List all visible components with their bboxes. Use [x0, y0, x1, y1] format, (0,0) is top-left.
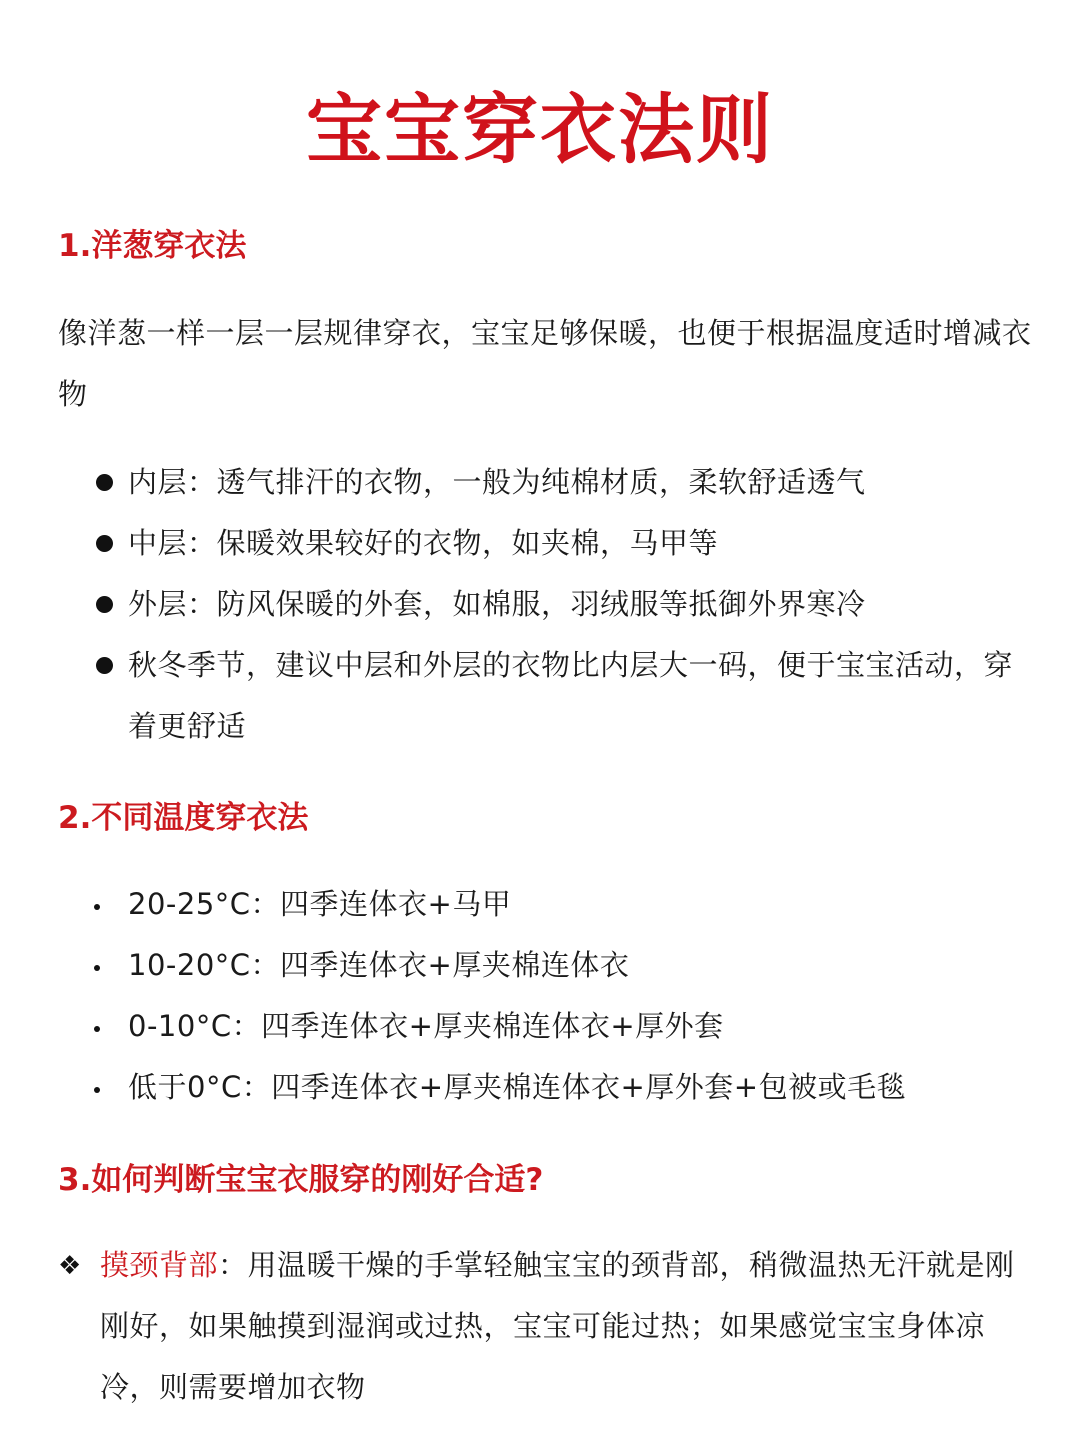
bullet-dot-icon [96, 596, 113, 613]
bullet-dot-icon [96, 474, 113, 491]
section-heading-onion: 1.洋葱穿衣法 [58, 228, 247, 264]
list-item [0, 513, 1038, 574]
list-item-text [100, 1235, 1030, 1418]
list-item-text: 10-20°C：四季连体衣+厚夹棉连体衣 [128, 948, 630, 982]
list-item-text: 低于0°C：四季连体衣+厚夹棉连体衣+厚外套+包被或毛毯 [128, 1070, 907, 1104]
list-item [0, 452, 1038, 513]
list-item [0, 874, 1038, 935]
bullet-dot-icon [96, 535, 113, 552]
description-text: ：用温暖干燥的手掌轻触宝宝的颈背部，稍微温热无汗就是刚刚好，如果触摸到湿润或过热，宝宝可能过热；如果感觉宝宝身体凉冷，则需要增加衣物 [100, 1248, 1015, 1404]
page-title: 宝宝穿衣法则 [306, 85, 774, 174]
list-item [0, 996, 1038, 1057]
list-item [0, 935, 1038, 996]
list-item-text: 20-25°C：四季连体衣+马甲 [128, 887, 512, 921]
list-item-text: 中层：保暖效果较好的衣物，如夹棉，马甲等 [128, 526, 719, 560]
highlight-term: 摸颈背部 [100, 1248, 219, 1282]
bullet-dot-icon [94, 904, 100, 910]
bullet-dot-icon [96, 657, 113, 674]
section-heading-temperature: 2.不同温度穿衣法 [58, 800, 309, 836]
list-item [0, 574, 1038, 635]
list-item-text: 0-10°C：四季连体衣+厚夹棉连体衣+厚外套 [128, 1009, 724, 1043]
bullet-dot-icon [94, 965, 100, 971]
bullet-dot-icon [94, 1087, 100, 1093]
list-item-text: 外层：防风保暖的外套，如棉服，羽绒服等抵御外界寒冷 [128, 587, 866, 621]
temperature-list [0, 874, 1038, 1118]
onion-layer-list [0, 452, 1038, 757]
list-item [0, 1057, 1038, 1118]
section-heading-check: 3.如何判断宝宝衣服穿的刚好合适? [58, 1162, 544, 1198]
list-item-text: 内层：透气排汗的衣物，一般为纯棉材质，柔软舒适透气 [128, 465, 866, 499]
bullet-dot-icon [94, 1026, 100, 1032]
list-item [0, 635, 1038, 757]
diamond-cross-icon: ❖ [58, 1251, 82, 1281]
list-item [0, 1235, 1080, 1418]
list-item-text: 秋冬季节，建议中层和外层的衣物比内层大一码，便于宝宝活动，穿着更舒适 [128, 648, 1014, 743]
section-intro-onion: 像洋葱一样一层一层规律穿衣，宝宝足够保暖，也便于根据温度适时增减衣物 [58, 316, 1032, 411]
